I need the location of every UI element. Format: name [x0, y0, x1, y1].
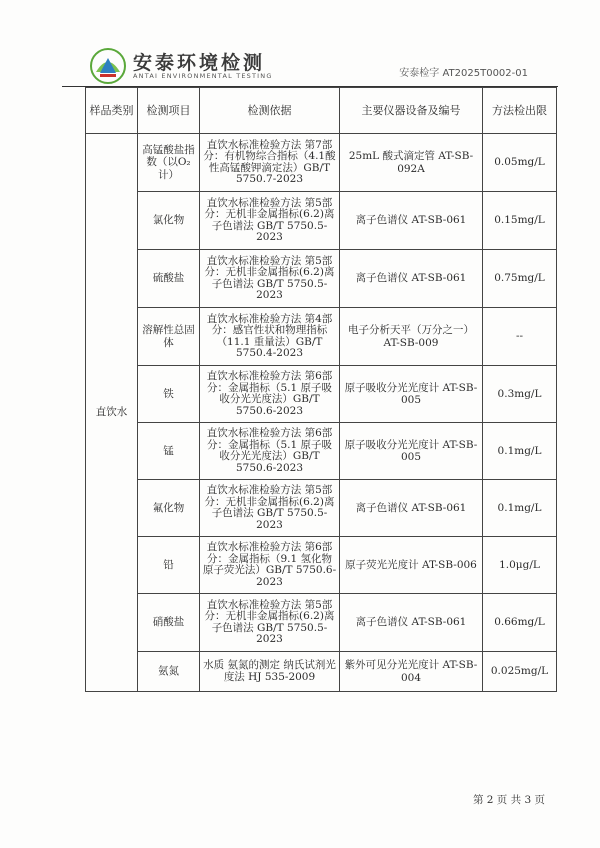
table-header-row	[86, 88, 557, 134]
header-detection-limit: 方法检出限	[483, 88, 557, 134]
instrument: 原子吸收分光光度计 AT-SB-005	[340, 366, 483, 423]
table-row	[86, 594, 557, 652]
sample-category-cell: 直饮水	[86, 134, 138, 692]
instrument: 离子色谱仪 AT-SB-061	[340, 250, 483, 308]
instrument: 25mL 酸式滴定管 AT-SB-092A	[340, 134, 483, 192]
detection-limit: 0.1mg/L	[483, 480, 557, 537]
report-number: 安泰检字 AT2025T0002-01	[399, 68, 528, 79]
test-item: 硫酸盐	[138, 250, 200, 308]
test-method: 直饮水标准检验方法 第5部分：无机非金属指标(6.2)离子色谱法 GB/T 5750.5-2023	[200, 480, 340, 537]
instrument: 紫外可见分光光度计 AT-SB-004	[340, 652, 483, 692]
test-item: 氟化物	[138, 480, 200, 537]
detection-limit: --	[483, 308, 557, 366]
instrument: 离子色谱仪 AT-SB-061	[340, 594, 483, 652]
test-item: 氯化物	[138, 192, 200, 250]
detection-limit: 0.66mg/L	[483, 594, 557, 652]
detection-limit: 1.0μg/L	[483, 537, 557, 594]
test-method: 直饮水标准检验方法 第5部分：无机非金属指标(6.2)离子色谱法 GB/T 5750.5-2023	[200, 594, 340, 652]
company-logo-icon	[88, 46, 128, 86]
instrument: 原子吸收分光光度计 AT-SB-005	[340, 423, 483, 480]
table-row	[86, 366, 557, 423]
instrument: 电子分析天平（万分之一）AT-SB-009	[340, 308, 483, 366]
instrument: 离子色谱仪 AT-SB-061	[340, 480, 483, 537]
test-method: 直饮水标准检验方法 第7部分：有机物综合指标（4.1酸性高锰酸钾滴定法）GB/T 5750.7-2023	[200, 134, 340, 192]
test-method: 直饮水标准检验方法 第5部分：无机非金属指标(6.2)离子色谱法 GB/T 5750.5-2023	[200, 192, 340, 250]
detection-limit: 0.05mg/L	[483, 134, 557, 192]
test-item: 铅	[138, 537, 200, 594]
detection-limit: 0.15mg/L	[483, 192, 557, 250]
test-method: 直饮水标准检验方法 第6部分：金属指标（5.1 原子吸收分光光度法）GB/T 5750.6-2023	[200, 366, 340, 423]
table-row	[86, 652, 557, 692]
company-name-en: ANTAI ENVIRONMENTAL TESTING	[133, 72, 273, 80]
header-test-basis: 检测依据	[200, 88, 340, 134]
test-item: 硝酸盐	[138, 594, 200, 652]
table-row	[86, 480, 557, 537]
table-row	[86, 192, 557, 250]
detection-limit: 0.75mg/L	[483, 250, 557, 308]
table-row	[86, 423, 557, 480]
header-test-item: 检测项目	[138, 88, 200, 134]
report-header	[88, 46, 528, 86]
test-item: 氨氮	[138, 652, 200, 692]
test-item: 溶解性总固体	[138, 308, 200, 366]
table-row	[86, 134, 557, 192]
test-method: 水质 氨氮的测定 纳氏试剂光度法 HJ 535-2009	[200, 652, 340, 692]
instrument: 离子色谱仪 AT-SB-061	[340, 192, 483, 250]
table-row	[86, 537, 557, 594]
table-row	[86, 250, 557, 308]
test-item: 锰	[138, 423, 200, 480]
header-sample-category: 样品类别	[86, 88, 138, 134]
test-method: 直饮水标准检验方法 第4部分：感官性状和物理指标（11.1 重量法）GB/T 5750.4-2023	[200, 308, 340, 366]
test-item: 高锰酸盐指数（以O₂计）	[138, 134, 200, 192]
detection-limit: 0.025mg/L	[483, 652, 557, 692]
detection-limit: 0.1mg/L	[483, 423, 557, 480]
test-item: 铁	[138, 366, 200, 423]
test-method: 直饮水标准检验方法 第6部分：金属指标（9.1 氢化物原子荧光法）GB/T 5750.6-2023	[200, 537, 340, 594]
instrument: 原子荧光光度计 AT-SB-006	[340, 537, 483, 594]
table-row	[86, 308, 557, 366]
company-name: 安泰环境检测	[133, 52, 266, 74]
test-method-table	[85, 87, 557, 692]
test-method: 直饮水标准检验方法 第5部分：无机非金属指标(6.2)离子色谱法 GB/T 5750.5-2023	[200, 250, 340, 308]
test-method: 直饮水标准检验方法 第6部分：金属指标（5.1 原子吸收分光光度法）GB/T 5750.6-2023	[200, 423, 340, 480]
page-number: 第 2 页 共 3 页	[472, 794, 545, 806]
detection-limit: 0.3mg/L	[483, 366, 557, 423]
header-instrument: 主要仪器设备及编号	[340, 88, 483, 134]
